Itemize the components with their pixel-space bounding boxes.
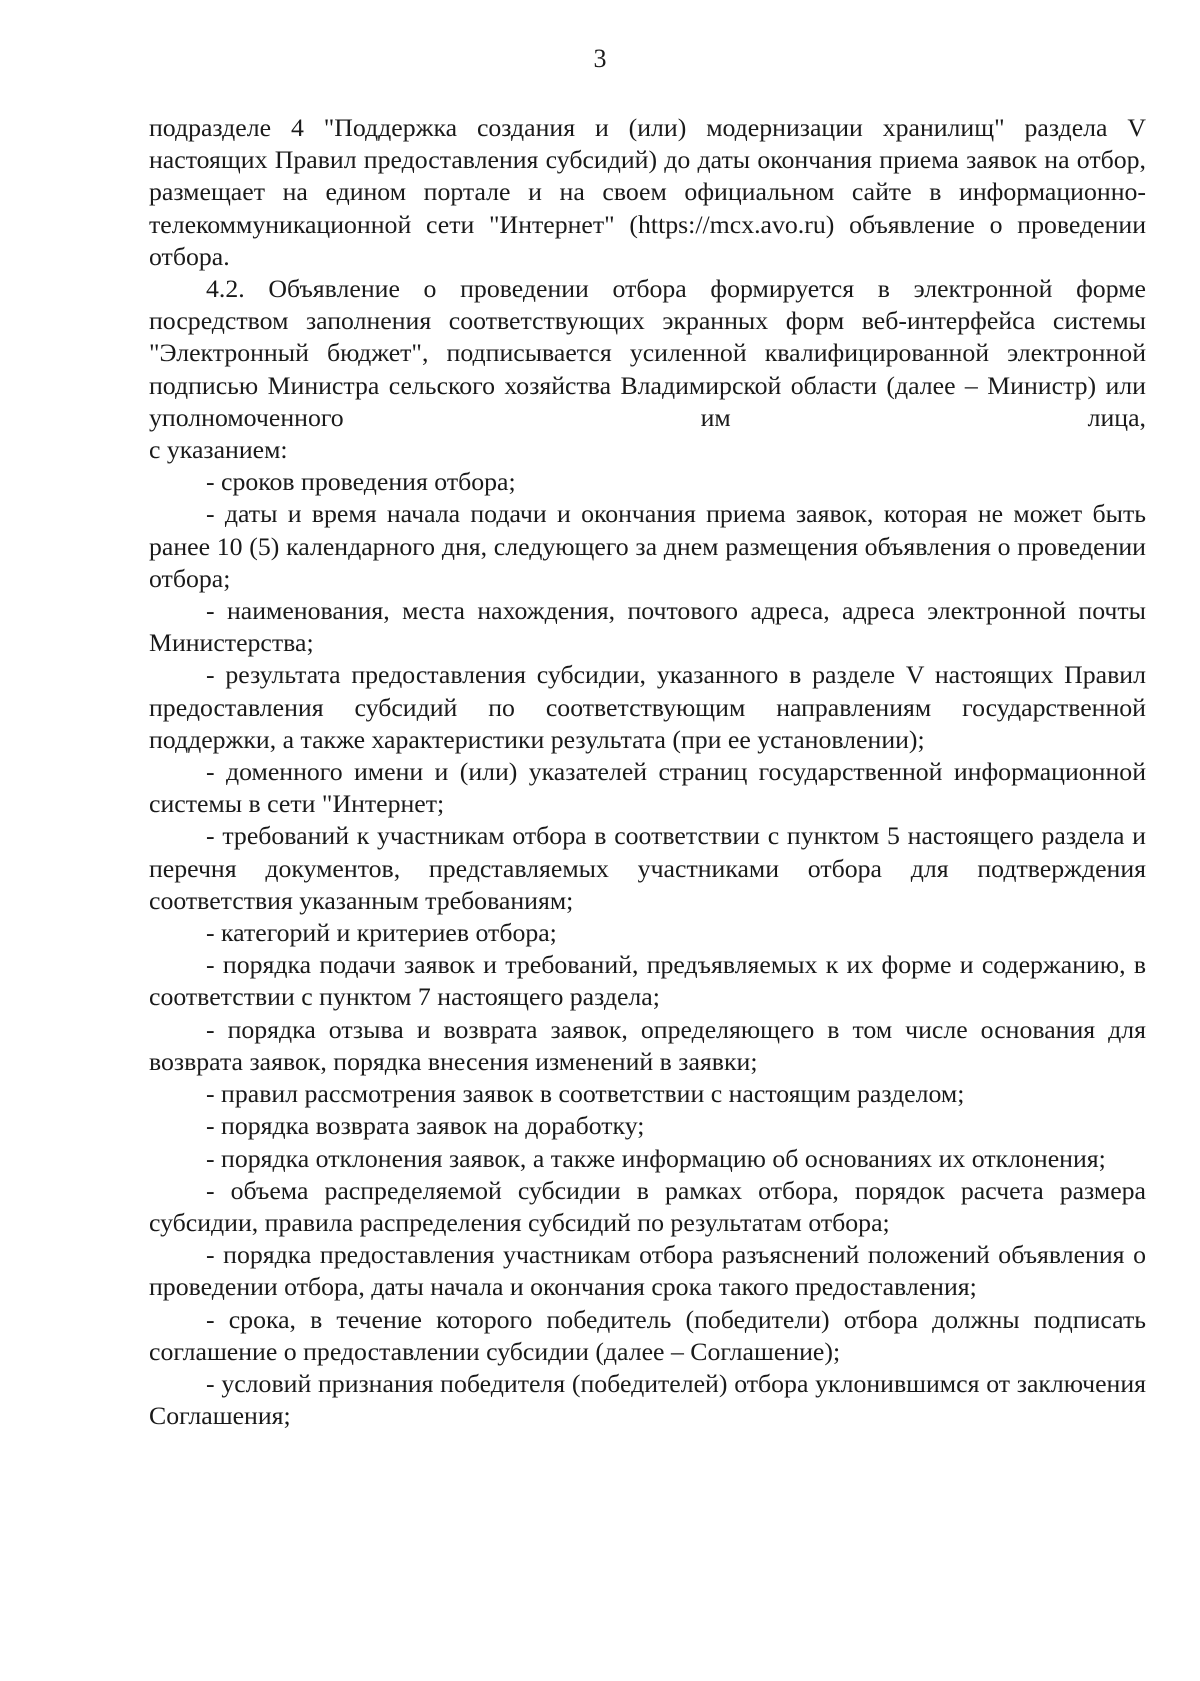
page-number: 3 bbox=[593, 44, 607, 73]
list-item: - наименования, места нахождения, почтового адреса, адреса электронной почты Министерства; bbox=[149, 596, 1146, 658]
list-item: - порядка предоставления участникам отбора разъяснений положений объявления о проведении отбора, даты начала и окончания срока такого предоставления; bbox=[149, 1240, 1146, 1302]
list-item: - порядка возврата заявок на доработку; bbox=[206, 1111, 645, 1141]
list-item: - порядка отклонения заявок, а также информацию об основаниях их отклонения; bbox=[206, 1143, 1106, 1173]
list-item: - порядка подачи заявок и требований, предъявляемых к их форме и содержанию, в соответствии с пунктом 7 настоящего раздела; bbox=[149, 950, 1146, 1012]
list-item: - сроков проведения отбора; bbox=[206, 467, 516, 497]
document-body bbox=[149, 112, 1146, 1432]
paragraph-intro: подразделе 4 "Поддержка создания и (или) модернизации хранилищ" раздела V настоящих Правил предоставления субсидий) до даты окончания приема заявок на отбор, размещает на едином портале и на своем официальном сайте в информационно-телекоммуникационной сети "Интернет" (https://mcx.avo.ru) объявление о проведении отбора. bbox=[149, 113, 1146, 271]
list-item: - условий признания победителя (победителей) отбора уклонившимся от заключения Соглашения; bbox=[149, 1368, 1146, 1431]
list-item: - доменного имени и (или) указателей страниц государственной информационной системы в сети "Интернет; bbox=[149, 757, 1146, 819]
list-item: - объема распределяемой субсидии в рамках отбора, порядок расчета размера субсидии, правила распределения субсидий по результатам отбора; bbox=[149, 1175, 1146, 1237]
list-item: - правил рассмотрения заявок в соответствии с настоящим разделом; bbox=[206, 1079, 965, 1109]
list-item: - результата предоставления субсидии, указанного в разделе V настоящих Правил предоставления субсидий по соответствующим направлениям государственной поддержки, а также характеристики результата (при ее установлении); bbox=[149, 660, 1146, 754]
list-item: - порядка отзыва и возврата заявок, определяющего в том числе основания для возврата заявок, порядка внесения изменений в заявки; bbox=[149, 1014, 1146, 1076]
list-item: - категорий и критериев отбора; bbox=[206, 918, 557, 948]
list-item: - срока, в течение которого победитель (победители) отбора должны подписать соглашение о предоставлении субсидии (далее – Соглашение); bbox=[149, 1304, 1146, 1366]
list-item: - даты и время начала подачи и окончания приема заявок, которая не может быть ранее 10 (5) календарного дня, следующего за днем размещения объявления о проведении отбора; bbox=[149, 499, 1146, 593]
list-item: - требований к участникам отбора в соответствии с пунктом 5 настоящего раздела и перечня документов, представляемых участниками отбора для подтверждения соответствия указанным требованиям; bbox=[149, 821, 1146, 915]
paragraph-4-2: 4.2. Объявление о проведении отбора формируется в электронной форме посредством заполнения соответствующих экранных форм веб-интерфейса системы "Электронный бюджет", подписывается усиленной квалифицированной электронной подписью Министра сельского хозяйства Владимирской области (далее – Министр) или уполномоченного им лица, bbox=[149, 274, 1146, 432]
paragraph-with-indication: с указанием: bbox=[149, 435, 288, 465]
